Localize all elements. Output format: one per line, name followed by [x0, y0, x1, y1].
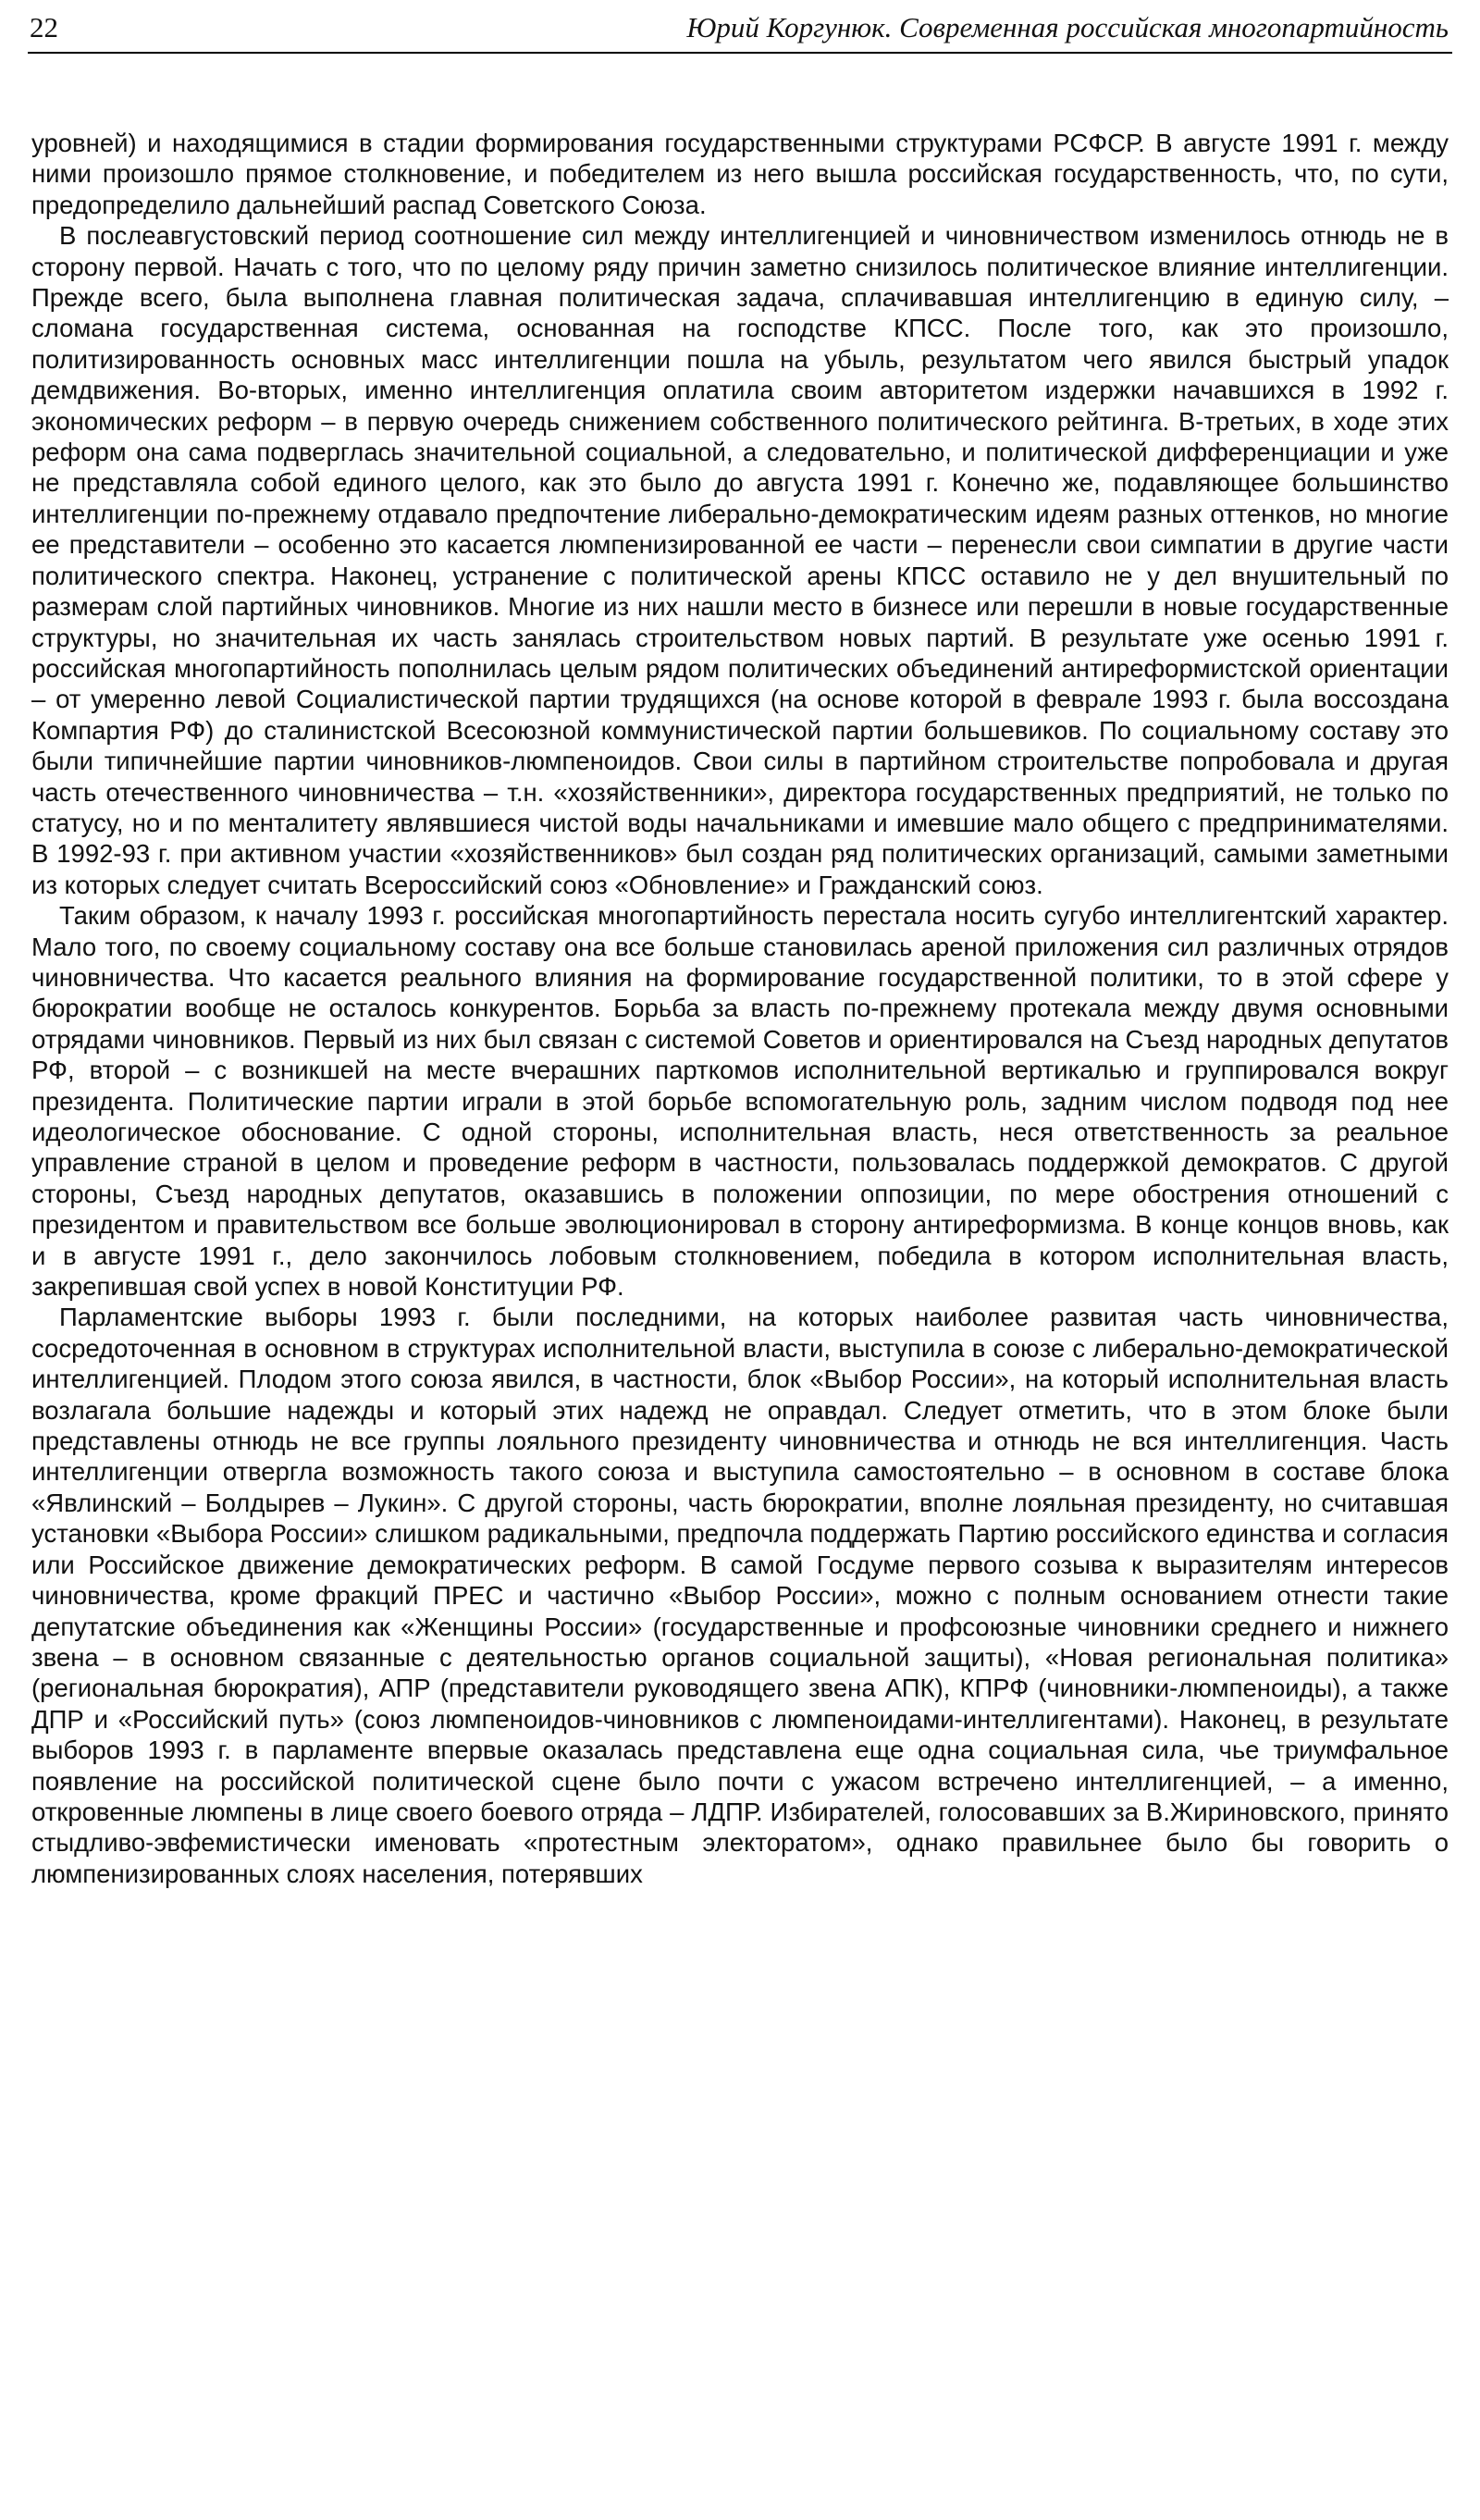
paragraph: Таким образом, к началу 1993 г. российская многопартийность перестала носить сугубо интеллигентский характер. Мало того, по своему социальному составу она все больше становилась ареной приложения сил различных отрядов чиновничества. Что касается реального влияния на формирование государственной политики, то в этой сфере у бюрократии вообще не осталось конкурентов. Борьба за власть по-прежнему протекала между двумя основными отрядами чиновников. Первый из них был связан с системой Советов и ориентировался на Съезд народных депутатов РФ, второй – с возникшей на месте вчерашних парткомов исполнительной вертикалью и группировался вокруг президента. Политические партии играли в этой борьбе вспомогательную роль, задним числом подводя под нее идеологическое обоснование. С одной стороны, исполнительная власть, неся ответственность за реальное управление страной в целом и проведение реформ в частности, пользовалась поддержкой демократов. С другой стороны, Съезд народных депутатов, оказавшись в положении оппозиции, по мере обострения отношений с президентом и правительством все больше эволюционировал в сторону антиреформизма. В конце концов вновь, как и в августе 1991 г., дело закончилось лобовым столкновением, победила в котором исполнительная власть, закрепившая свой успех в новой Конституции РФ. [31, 901, 1449, 1302]
page-number: 22 [30, 11, 58, 43]
body-text [31, 128, 1449, 1889]
paragraph: В послеавгустовский период соотношение сил между интеллигенцией и чиновничеством изменилось отнюдь не в сторону первой. Начать с того, что по целому ряду причин заметно снизилось политическое влияние интеллигенции. Прежде всего, была выполнена главная политическая задача, сплачивавшая интеллигенцию в единую силу, – сломана государственная система, основанная на господстве КПСС. После того, как это произошло, политизированность основных масс интеллигенции пошла на убыль, результатом чего явился быстрый упадок демдвижения. Во-вторых, именно интеллигенция оплатила своим авторитетом издержки начавшихся в 1992 г. экономических реформ – в первую очередь снижением собственного политического рейтинга. В-третьих, в ходе этих реформ она сама подверглась значительной социальной, а следовательно, и политической дифференциации и уже не представляла собой единого целого, как это было до августа 1991 г. Конечно же, подавляющее большинство интеллигенции по-прежнему отдавало предпочтение либерально-демократическим идеям разных оттенков, но многие ее представители – особенно это касается люмпенизированной ее части – перенесли свои симпатии в другие части политического спектра. Наконец, устранение с политической арены КПСС оставило не у дел внушительный по размерам слой партийных чиновников. Многие из них нашли место в бизнесе или перешли в новые государственные структуры, но значительная их часть занялась строительством новых партий. В результате уже осенью 1991 г. российская многопартийность пополнилась целым рядом политических объединений антиреформистской ориентации – от умеренно левой Социалистической партии трудящихся (на основе которой в феврале 1993 г. была воссоздана Компартия РФ) до сталинистской Всесоюзной коммунистической партии большевиков. По социальному составу это были типичнейшие партии чиновников-люмпеноидов. Свои силы в партийном строительстве попробовала и другая часть отечественного чиновничества – т.н. «хозяйственники», директора государственных предприятий, не только по статусу, но и по менталитету являвшиеся чистой воды начальниками и имевшие мало общего с предпринимателями. В 1992-93 г. при активном участии «хозяйственников» был создан ряд политических организаций, самыми заметными из которых следует считать Всероссийский союз «Обновление» и Гражданский союз. [31, 221, 1449, 899]
book-page [28, 0, 1452, 2520]
paragraph-continued: уровней) и находящимися в стадии формирования государственными структурами РСФСР. В августе 1991 г. между ними произошло прямое столкновение, и победителем из него вышла российская государственность, что, по сути, предопределило дальнейший распад Советского Союза. [31, 129, 1449, 219]
running-header [28, 7, 1452, 54]
paragraph: Парламентские выборы 1993 г. были последними, на которых наиболее развитая часть чиновничества, сосредоточенная в основном в структурах исполнительной власти, выступила в союзе с либерально-демократической интеллигенцией. Плодом этого союза явился, в частности, блок «Выбор России», на который исполнительная власть возлагала большие надежды и который этих надежд не оправдал. Следует отметить, что в этом блоке были представлены отнюдь не все группы лояльного президенту чиновничества и отнюдь не вся интеллигенция. Часть интеллигенции отвергла возможность такого союза и выступила самостоятельно – в основном в составе блока «Явлинский – Болдырев – Лукин». С другой стороны, часть бюрократии, вполне лояльная президенту, но считавшая установки «Выбора России» слишком радикальными, предпочла поддержать Партию российского единства и согласия или Российское движение демократических реформ. В самой Госдуме первого созыва к выразителям интересов чиновничества, кроме фракций ПРЕС и частично «Выбор России», можно с полным основанием отнести такие депутатские объединения как «Женщины России» (государственные и профсоюзные чиновники среднего и нижнего звена – в основном связанные с деятельностью органов социальной защиты), «Новая региональная политика» (региональная бюрократия), АПР (представители руководящего звена АПК), КПРФ (чиновники-люмпеноиды), а также ДПР и «Российский путь» (союз люмпеноидов-чиновников с люмпеноидами-интеллигентами). Наконец, в результате выборов 1993 г. в парламенте впервые оказалась представлена еще одна социальная сила, чье триумфальное появление на российской политической сцене было почти с ужасом встречено интеллигенцией, – а именно, откровенные люмпены в лице своего боевого отряда – ЛДПР. Избирателей, голосовавших за В.Жириновского, принято стыдливо-эвфемистически именовать «протестным электоратом», однако правильнее было бы говорить о люмпенизированных слоях населения, потерявших [31, 1303, 1449, 1888]
running-title: Юрий Коргунюк. Современная российская многопартийность [686, 11, 1449, 43]
